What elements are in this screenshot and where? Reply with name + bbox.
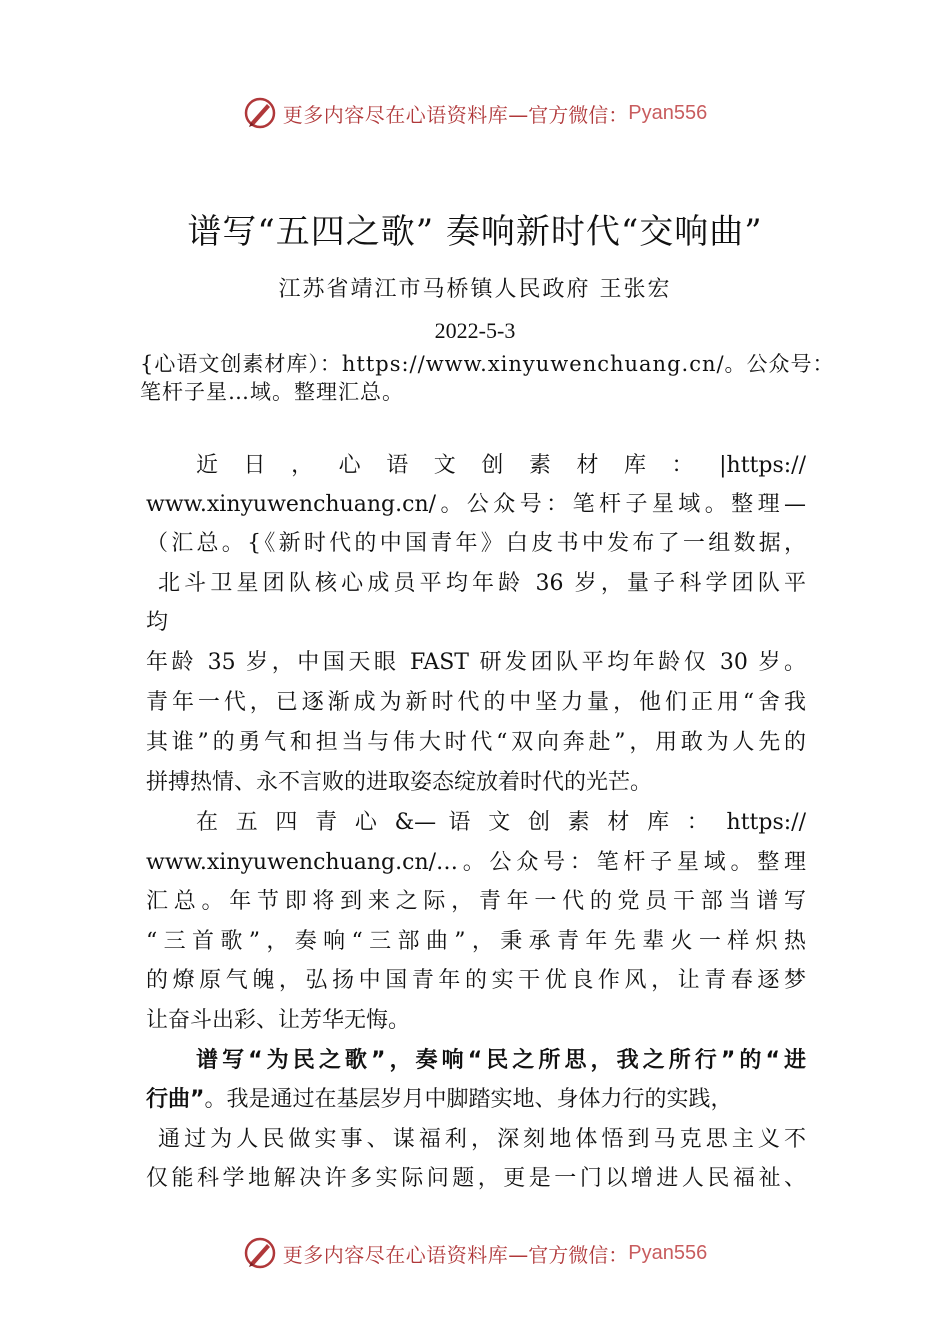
body-line: （汇总。{《新时代的中国青年》白皮书中发布了一组数据， (146, 531, 806, 556)
body-line: 年龄 35 岁，中国天眼 FAST 研发团队平均年龄仅 30 岁。 (146, 650, 806, 675)
document-date: 2022-5-3 (434, 318, 516, 343)
section-heading-line: 谱写“为民之歌”，奏响“民之所思，我之所行”的“进 (196, 1048, 806, 1073)
body-line: 其谁”的勇气和担当与伟大时代“双向奔赴”，用敢为人先的 (146, 730, 806, 755)
body-line: 仅能科学地解决许多实际问题，更是一门以增进人民福祉、 (146, 1166, 806, 1191)
watermark-wechat-id: Pyan556 (628, 101, 708, 124)
body-line: 北斗卫星团队核心成员平均年龄 36 岁，量子科学团队平 (158, 571, 806, 596)
body-line: www.xinyuwenchuang.cn/。公众号：笔杆子星域。整理— (146, 492, 806, 517)
body-line: “三首歌”，奏响“三部曲”，秉承青年先辈火一样炽热 (146, 929, 806, 954)
body-line: 通过为人民做实事、谋福利，深刻地体悟到马克思主义不 (158, 1127, 806, 1152)
watermark-banner-top (0, 96, 950, 130)
watermark-wechat-id: Pyan556 (628, 1241, 708, 1264)
body-line: 汇总。年节即将到来之际，青年一代的党员干部当谱写 (146, 889, 806, 914)
source-note: {心语文创素材库）：https://www.xinyuwenchuang.cn/。公众号：笔杆子星…域。整理汇总。 (140, 352, 835, 404)
document-title: 谱写“五四之歌” 奏响新时代“交响曲” (187, 212, 763, 252)
body-line: www.xinyuwenchuang.cn/…。公众号：笔杆子星域。整理 (146, 850, 806, 875)
watermark-text: 更多内容尽在心语资料库 (282, 102, 509, 127)
pen-logo-icon (243, 96, 277, 130)
pen-logo-icon (243, 1236, 277, 1270)
watermark-banner-bottom (0, 1236, 950, 1270)
watermark-text: 更多内容尽在心语资料库 (282, 1242, 509, 1267)
section-heading-end: 行曲” (146, 1087, 205, 1112)
watermark-separator: —官方微信： (508, 1242, 629, 1267)
document-author: 江苏省靖江市马桥镇人民政府 王张宏 (278, 277, 672, 302)
body-line: 近 日 ， 心 语 文 创 素 材 库 ： |https:// (196, 453, 806, 478)
body-line: 让奋斗出彩、让芳华无悔。 (146, 1008, 411, 1033)
body-line: 拼搏热情、永不言败的进取姿态绽放着时代的光芒。 (146, 770, 653, 795)
body-line: 青年一代，已逐渐成为新时代的中坚力量，他们正用“舍我 (146, 690, 806, 715)
body-line: 在 五 四 青 心 &— 语 文 创 素 材 库 ： https:// (196, 810, 806, 835)
body-line (146, 1082, 826, 1113)
watermark-separator: —官方微信： (508, 102, 629, 127)
body-line-rest: 。我是通过在基层岁月中脚踏实地、身体力行的实践， (204, 1087, 733, 1112)
body-line: 均 (146, 610, 169, 635)
body-line: 的燎原气魄，弘扬中国青年的实干优良作风，让青春逐梦 (146, 968, 806, 993)
